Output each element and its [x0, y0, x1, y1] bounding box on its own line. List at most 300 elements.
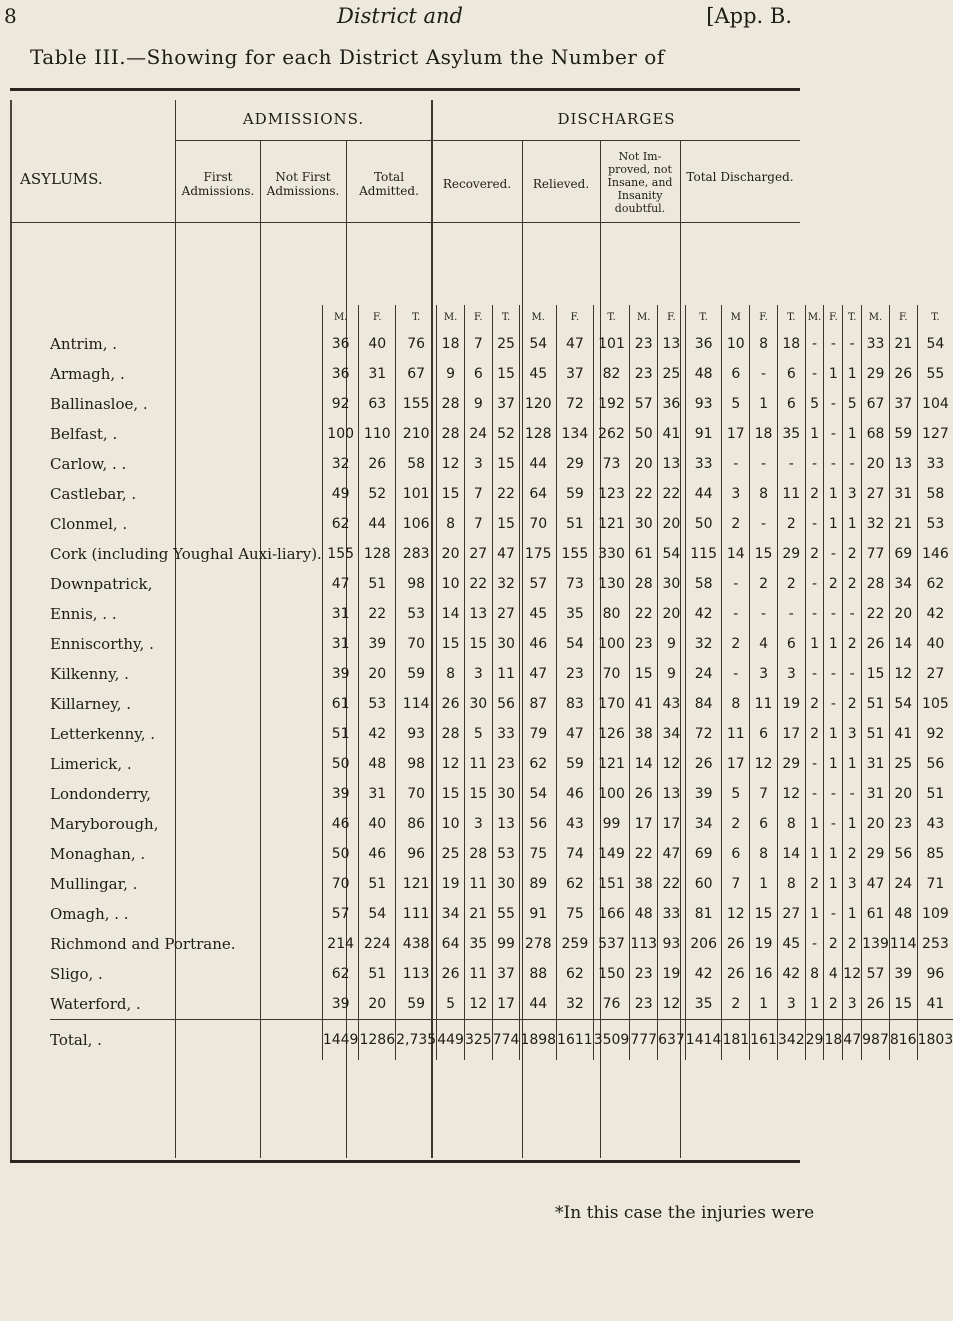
table-cell: 64 — [437, 929, 465, 959]
table-cell: 3509 — [593, 1020, 630, 1061]
table-row — [50, 359, 953, 389]
table-row — [50, 569, 953, 599]
table-cell: 283 — [396, 539, 437, 569]
table-cell: 55 — [492, 899, 520, 929]
table-cell: 96 — [917, 959, 953, 989]
table-cell: 438 — [396, 929, 437, 959]
table-cell: 43 — [658, 689, 686, 719]
table-cell: 27 — [777, 899, 805, 929]
table-cell: 67 — [396, 359, 437, 389]
table-cell: 210 — [396, 419, 437, 449]
asylum-name: Maryborough, — [50, 815, 159, 833]
table-cell: 8 — [777, 869, 805, 899]
table-cell: 19 — [777, 689, 805, 719]
table-cell: - — [805, 599, 824, 629]
table-cell: 1 — [824, 869, 843, 899]
table-cell: 46 — [557, 779, 594, 809]
table-cell: 10 — [437, 809, 465, 839]
table-cell: 26 — [862, 989, 890, 1020]
table-cell: 54 — [520, 779, 557, 809]
table-cell: 10 — [437, 569, 465, 599]
table-cell: 53 — [359, 689, 396, 719]
table-cell: 3 — [777, 989, 805, 1020]
table-cell: 26 — [685, 749, 722, 779]
table-cell: 24 — [889, 869, 917, 899]
table-cell: 18 — [750, 419, 778, 449]
table-cell: 13 — [658, 779, 686, 809]
table-cell: 774 — [492, 1020, 520, 1061]
asylum-name: Waterford, . — [50, 995, 141, 1013]
table-cell: 51 — [917, 779, 953, 809]
table-cell: - — [722, 569, 750, 599]
table-cell: 39 — [685, 779, 722, 809]
total-admitted-heading: Total Admitted. — [359, 170, 419, 198]
table-cell: 28 — [464, 839, 492, 869]
table-cell: 111 — [396, 899, 437, 929]
table-cell: 1414 — [685, 1020, 722, 1061]
table-cell: 47 — [322, 569, 359, 599]
table-cell: 100 — [593, 629, 630, 659]
table-cell: 11 — [777, 479, 805, 509]
table-cell: 73 — [593, 449, 630, 479]
table-cell: 15 — [437, 779, 465, 809]
column-letter: M. — [805, 305, 824, 329]
table-cell: 128 — [520, 419, 557, 449]
table-cell: 1 — [843, 899, 862, 929]
table-cell: 6 — [777, 389, 805, 419]
table-cell: 1 — [843, 509, 862, 539]
column-letter: T. — [917, 305, 953, 329]
table-cell: 14 — [630, 749, 658, 779]
table-cell: 130 — [593, 569, 630, 599]
table-row — [50, 539, 953, 569]
appendix-reference: [App. B. — [706, 4, 792, 28]
table-cell: 31 — [359, 359, 396, 389]
table-cell: 36 — [322, 359, 359, 389]
table-cell: 33 — [685, 449, 722, 479]
table-cell: 2 — [805, 719, 824, 749]
asylum-name: Mullingar, . — [50, 875, 138, 893]
table-cell: 1 — [750, 389, 778, 419]
table-cell: 2 — [805, 869, 824, 899]
table-cell: 30 — [492, 869, 520, 899]
table-cell: 27 — [917, 659, 953, 689]
table-cell: 214 — [322, 929, 359, 959]
table-cell: 113 — [630, 929, 658, 959]
table-cell: - — [824, 779, 843, 809]
table-cell: 22 — [630, 599, 658, 629]
table-cell: 20 — [862, 809, 890, 839]
table-cell: 45 — [777, 929, 805, 959]
table-cell: 3 — [843, 719, 862, 749]
table-row — [50, 749, 953, 779]
table-cell: 91 — [520, 899, 557, 929]
column-letter: M. — [322, 305, 359, 329]
table-cell: 46 — [520, 629, 557, 659]
table-cell: 1 — [824, 509, 843, 539]
table-cell: 6 — [750, 719, 778, 749]
table-cell: 31 — [889, 479, 917, 509]
table-cell: 67 — [862, 389, 890, 419]
table-cell: 48 — [889, 899, 917, 929]
table-cell: 38 — [630, 719, 658, 749]
table-cell: 5 — [722, 389, 750, 419]
table-cell: 1 — [805, 629, 824, 659]
table-cell: 35 — [685, 989, 722, 1020]
table-cell: 93 — [685, 389, 722, 419]
table-cell: 175 — [520, 539, 557, 569]
table-cell: 17 — [658, 809, 686, 839]
table-cell: 2 — [824, 929, 843, 959]
table-cell: 12 — [464, 989, 492, 1020]
table-cell: 2 — [843, 539, 862, 569]
table-cell: 56 — [492, 689, 520, 719]
table-cell: 146 — [917, 539, 953, 569]
total-row — [50, 1020, 953, 1061]
table-cell: 92 — [322, 389, 359, 419]
table-cell: 1 — [824, 839, 843, 869]
table-cell: 2 — [722, 809, 750, 839]
table-cell: - — [824, 419, 843, 449]
table-cell: 15 — [750, 899, 778, 929]
table-cell: 52 — [359, 479, 396, 509]
table-cell: 8 — [805, 959, 824, 989]
table-cell: 53 — [396, 599, 437, 629]
table-cell: 22 — [658, 869, 686, 899]
table-cell: 44 — [520, 989, 557, 1020]
table-cell: 99 — [492, 929, 520, 959]
table-cell: 45 — [520, 359, 557, 389]
table-cell: 93 — [396, 719, 437, 749]
table-cell: 121 — [593, 749, 630, 779]
table-cell: 15 — [437, 629, 465, 659]
table-cell: 42 — [917, 599, 953, 629]
table-cell: 20 — [630, 449, 658, 479]
table-cell: 48 — [630, 899, 658, 929]
table-cell: 63 — [359, 389, 396, 419]
table-cell: 36 — [322, 329, 359, 359]
table-cell: 59 — [396, 659, 437, 689]
table-cell: 62 — [520, 749, 557, 779]
table-cell: 89 — [520, 869, 557, 899]
table-row — [50, 779, 953, 809]
table-cell: 61 — [630, 539, 658, 569]
table-cell: 11 — [750, 689, 778, 719]
table-cell: 637 — [658, 1020, 686, 1061]
table-cell: 36 — [685, 329, 722, 359]
asylum-name — [50, 305, 322, 329]
table-cell: - — [805, 929, 824, 959]
table-cell: - — [824, 809, 843, 839]
table-cell: 15 — [630, 659, 658, 689]
table-cell: 170 — [593, 689, 630, 719]
table-cell: 58 — [917, 479, 953, 509]
table-row — [50, 689, 953, 719]
table-cell: 30 — [658, 569, 686, 599]
table-cell: 15 — [492, 449, 520, 479]
table-cell: 2 — [805, 689, 824, 719]
table-cell: 5 — [464, 719, 492, 749]
table-cell: 12 — [658, 749, 686, 779]
table-cell: 39 — [359, 629, 396, 659]
column-letter: M. — [862, 305, 890, 329]
table-cell: 44 — [685, 479, 722, 509]
table-cell: 18 — [777, 329, 805, 359]
table-cell: 3 — [843, 869, 862, 899]
table-cell: 7 — [750, 779, 778, 809]
table-cell: 1 — [843, 359, 862, 389]
table-cell: - — [722, 449, 750, 479]
table-cell: 17 — [722, 749, 750, 779]
table-cell: 6 — [777, 359, 805, 389]
table-cell: 64 — [520, 479, 557, 509]
table-cell: 101 — [593, 329, 630, 359]
table-cell: - — [843, 659, 862, 689]
table-cell: 31 — [359, 779, 396, 809]
table-cell: - — [750, 509, 778, 539]
running-title: District and — [337, 4, 463, 28]
table-cell: 26 — [359, 449, 396, 479]
asylum-name: Monaghan, . — [50, 845, 146, 863]
table-cell: 128 — [359, 539, 396, 569]
table-cell: 15 — [862, 659, 890, 689]
asylums-heading: ASYLUMS. — [20, 170, 103, 188]
column-letters-row — [50, 305, 953, 329]
table-cell: 20 — [437, 539, 465, 569]
table-cell: 46 — [322, 809, 359, 839]
table-cell: 59 — [557, 479, 594, 509]
table-cell: 30 — [492, 779, 520, 809]
table-cell: 106 — [396, 509, 437, 539]
header-divider — [10, 222, 800, 223]
table-cell: 28 — [437, 419, 465, 449]
table-cell: 76 — [396, 329, 437, 359]
table-cell: 13 — [464, 599, 492, 629]
table-cell: 8 — [722, 689, 750, 719]
table-cell: 3 — [843, 989, 862, 1020]
table-cell: 29 — [777, 749, 805, 779]
table-cell: 27 — [464, 539, 492, 569]
table-cell: 73 — [557, 569, 594, 599]
table-cell: - — [824, 659, 843, 689]
top-rule — [10, 88, 800, 91]
table-row — [50, 599, 953, 629]
table-row — [50, 659, 953, 689]
table-cell: 5 — [722, 779, 750, 809]
table-cell: 114 — [396, 689, 437, 719]
table-cell: 1803 — [917, 1020, 953, 1061]
table-cell: 56 — [889, 839, 917, 869]
table-row — [50, 719, 953, 749]
table-cell: 20 — [862, 449, 890, 479]
table-cell: 24 — [464, 419, 492, 449]
table-cell: 1 — [843, 809, 862, 839]
column-letter: M. — [520, 305, 557, 329]
asylum-name: Richmond and Portrane. — [50, 935, 236, 953]
column-letter: M. — [630, 305, 658, 329]
table-cell: 33 — [492, 719, 520, 749]
table-cell: 104 — [917, 389, 953, 419]
table-cell: 54 — [359, 899, 396, 929]
table-row — [50, 989, 953, 1020]
table-cell: 17 — [777, 719, 805, 749]
table-cell: 48 — [359, 749, 396, 779]
table-cell: 1 — [843, 749, 862, 779]
table-cell: 24 — [685, 659, 722, 689]
table-cell: 14 — [437, 599, 465, 629]
table-cell: 2 — [805, 479, 824, 509]
table-cell: 115 — [685, 539, 722, 569]
table-cell: 29 — [777, 539, 805, 569]
table-cell: 259 — [557, 929, 594, 959]
table-cell: 1 — [805, 989, 824, 1020]
table-cell: 53 — [917, 509, 953, 539]
table-cell: 7 — [464, 479, 492, 509]
asylum-name: Downpatrick, — [50, 575, 153, 593]
table-cell: 6 — [777, 629, 805, 659]
table-cell: 14 — [889, 629, 917, 659]
table-cell: 192 — [593, 389, 630, 419]
table-cell: 1 — [750, 869, 778, 899]
table-cell: 105 — [917, 689, 953, 719]
asylum-name: Ennis, . . — [50, 605, 117, 623]
table-cell: 15 — [492, 359, 520, 389]
table-cell: 14 — [777, 839, 805, 869]
table-cell: 47 — [557, 329, 594, 359]
table-cell: 49 — [322, 479, 359, 509]
table-cell: - — [750, 599, 778, 629]
table-cell: 1 — [843, 419, 862, 449]
table-cell: 61 — [322, 689, 359, 719]
table-cell: 22 — [492, 479, 520, 509]
table-row — [50, 899, 953, 929]
table-cell: 62 — [322, 959, 359, 989]
table-cell: 537 — [593, 929, 630, 959]
table-cell: 17 — [492, 989, 520, 1020]
table-cell: 39 — [889, 959, 917, 989]
table-cell: 35 — [777, 419, 805, 449]
table-cell: 51 — [322, 719, 359, 749]
table-cell: 32 — [322, 449, 359, 479]
table-cell: 35 — [557, 599, 594, 629]
table-cell: 69 — [685, 839, 722, 869]
table-cell: 15 — [464, 779, 492, 809]
table-cell: 53 — [492, 839, 520, 869]
table-cell: 26 — [889, 359, 917, 389]
asylum-name: Cork (including Youghal Auxi-liary). — [50, 545, 322, 563]
table-cell: 4 — [750, 629, 778, 659]
table-cell: 12 — [658, 989, 686, 1020]
table-cell: 15 — [750, 539, 778, 569]
table-cell: - — [805, 779, 824, 809]
table-cell: 38 — [630, 869, 658, 899]
table-cell: 12 — [843, 959, 862, 989]
table-cell: 39 — [322, 989, 359, 1020]
table-cell: 70 — [520, 509, 557, 539]
table-cell: 12 — [722, 899, 750, 929]
table-cell: 42 — [777, 959, 805, 989]
table-cell: 2 — [824, 989, 843, 1020]
table-row — [50, 959, 953, 989]
table-cell: - — [824, 899, 843, 929]
table-cell: 34 — [685, 809, 722, 839]
table-cell: - — [824, 449, 843, 479]
total-discharged-heading: Total Discharged. — [686, 170, 794, 184]
table-cell: 50 — [322, 749, 359, 779]
table-cell: 2 — [722, 629, 750, 659]
table-cell: 2 — [805, 539, 824, 569]
table-cell: 121 — [593, 509, 630, 539]
table-cell: 8 — [750, 479, 778, 509]
table-cell: 72 — [557, 389, 594, 419]
table-cell: 26 — [630, 779, 658, 809]
table-cell: 31 — [862, 779, 890, 809]
column-letter: F. — [824, 305, 843, 329]
table-cell: 21 — [464, 899, 492, 929]
table-cell: 330 — [593, 539, 630, 569]
asylum-name: Ballinasloe, . — [50, 395, 148, 413]
table-cell: 23 — [630, 959, 658, 989]
table-cell: 28 — [437, 389, 465, 419]
table-cell: 33 — [917, 449, 953, 479]
table-cell: 8 — [750, 839, 778, 869]
table-cell: - — [824, 389, 843, 419]
table-cell: 50 — [322, 839, 359, 869]
table-cell: 26 — [862, 629, 890, 659]
asylum-name: Total, . — [50, 1020, 322, 1061]
table-cell: 31 — [322, 629, 359, 659]
table-cell: 40 — [359, 809, 396, 839]
table-cell: 22 — [630, 479, 658, 509]
table-cell: 2 — [843, 569, 862, 599]
recovered-heading: Recovered. — [442, 177, 512, 191]
table-cell: 25 — [437, 839, 465, 869]
table-cell: 22 — [464, 569, 492, 599]
bottom-rule — [10, 1160, 800, 1163]
table-cell: - — [824, 689, 843, 719]
table-cell: 2 — [777, 509, 805, 539]
table-cell: 2,735 — [396, 1020, 437, 1061]
table-cell: 23 — [492, 749, 520, 779]
table-cell: 76 — [593, 989, 630, 1020]
table-cell: 61 — [862, 899, 890, 929]
table-cell: 449 — [437, 1020, 465, 1061]
table-cell: 59 — [396, 989, 437, 1020]
table-cell: 4 — [824, 959, 843, 989]
not-first-admissions-heading: Not First Admissions. — [266, 170, 340, 198]
table-cell: 18 — [824, 1020, 843, 1061]
table-cell: 22 — [630, 839, 658, 869]
asylum-table — [50, 305, 953, 1060]
table-cell: 12 — [889, 659, 917, 689]
table-row — [50, 389, 953, 419]
table-cell: 149 — [593, 839, 630, 869]
table-cell: - — [777, 599, 805, 629]
table-cell: 51 — [557, 509, 594, 539]
asylum-name: Armagh, . — [50, 365, 125, 383]
table-cell: 9 — [437, 359, 465, 389]
table-cell: 110 — [359, 419, 396, 449]
table-cell: 1 — [805, 899, 824, 929]
table-cell: 181 — [722, 1020, 750, 1061]
table-cell: 47 — [658, 839, 686, 869]
table-cell: 48 — [685, 359, 722, 389]
table-cell: 11 — [722, 719, 750, 749]
table-row — [50, 509, 953, 539]
table-cell: 3 — [464, 449, 492, 479]
table-cell: 15 — [889, 989, 917, 1020]
table-cell: - — [843, 599, 862, 629]
